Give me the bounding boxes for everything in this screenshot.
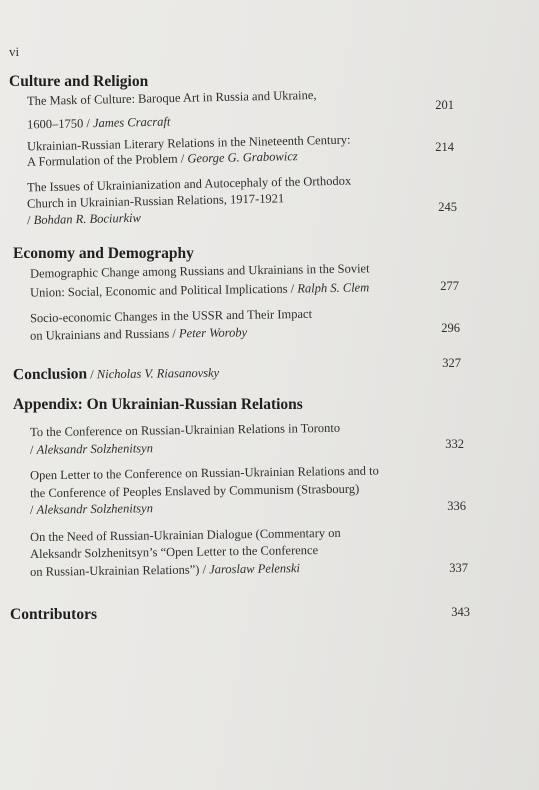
separator: /	[29, 442, 37, 457]
entry-title-line: Open Letter to the Conference on Russian-Ukrainian Relations and to	[29, 463, 379, 483]
entry-title-line-with-author	[30, 442, 153, 456]
entry-page-number: 336	[447, 499, 466, 513]
entry-page-number: 277	[440, 279, 459, 293]
entry-title-line: The Issues of Ukrainianization and Autocephaly of the Orthodox	[26, 173, 352, 195]
entry-title-line: Socio-economic Changes in the USSR and Their Impact	[29, 306, 313, 326]
separator: /	[26, 213, 34, 228]
entry-page-number: 214	[435, 140, 454, 154]
separator: /	[169, 326, 180, 341]
section-title-conclusion: Conclusion	[12, 365, 88, 384]
section-title-economy-demography: Economy and Demography	[13, 245, 194, 262]
entry-title-line: Church in Ukrainian-Russian Relations, 1917-1921	[26, 191, 285, 211]
entry-author: Bohdan R. Bociurkiw	[33, 210, 142, 228]
conclusion-line	[13, 364, 219, 385]
entry-title-line-with-author	[30, 562, 300, 578]
entry-page-number: 332	[445, 437, 464, 451]
entry-page-number: 327	[442, 356, 461, 370]
entry-title-text: on Ukrainians and Russians	[29, 326, 170, 343]
entry-author: James Cracraft	[92, 114, 171, 131]
entry-page-number: 296	[441, 321, 460, 335]
entry-title-text: Union: Social, Economic and Political Implications	[29, 281, 288, 300]
entry-page-number: 337	[449, 561, 468, 575]
separator: /	[287, 281, 298, 296]
entry-title-text: 1600–1750	[26, 116, 84, 132]
entry-page-number: 343	[451, 605, 470, 619]
entry-page-number: 245	[438, 200, 457, 214]
entry-author: George G. Grabowicz	[187, 149, 298, 166]
separator: /	[29, 502, 37, 517]
entry-page-number: 201	[435, 98, 454, 112]
entry-title-line: To the Conference on Russian-Ukrainian Relations in Toronto	[29, 420, 341, 440]
entry-title-line-with-author	[27, 150, 298, 168]
separator: /	[83, 116, 94, 131]
entry-title-line-with-author	[30, 326, 247, 342]
entry-title-line: On the Need of Russian-Ukrainian Dialogue (Commentary on	[29, 525, 341, 545]
entry-author: Peter Woroby	[178, 325, 248, 341]
entry-title-line: the Conference of Peoples Enslaved by Communism (Strasbourg)	[29, 481, 360, 501]
entry-title-line-with-author	[30, 502, 153, 516]
separator: /	[87, 367, 97, 382]
entry-author: Ralph S. Clem	[297, 280, 370, 296]
entry-title-line-with-author	[27, 115, 171, 131]
section-title-contributors: Contributors	[10, 606, 97, 623]
entry-author: Jaroslaw Pelenski	[209, 561, 301, 577]
entry-title-text: on Russian-Ukrainian Relations”)	[29, 562, 200, 579]
entry-author: Aleksandr Solzhenitsyn	[36, 441, 154, 457]
entry-title-line: Ukrainian-Russian Literary Relations in the Nineteenth Century:	[26, 132, 351, 154]
section-title-culture-religion: Culture and Religion	[9, 73, 149, 90]
entry-title-line: The Mask of Culture: Baroque Art in Russia and Ukraine,	[26, 87, 317, 109]
entry-title-line-with-author	[27, 212, 141, 227]
separator: /	[199, 562, 210, 577]
entry-title-line: Aleksandr Solzhenitsyn’s “Open Letter to the Conference	[29, 542, 319, 562]
entry-author: Aleksandr Solzhenitsyn	[36, 501, 154, 517]
entry-author: Nicholas V. Riasanovsky	[96, 365, 220, 382]
section-title-appendix: Appendix: On Ukrainian-Russian Relations	[13, 396, 303, 413]
page-number: vi	[9, 44, 20, 59]
entry-title-text: A Formulation of the Problem	[26, 151, 178, 169]
entry-title-line: Demographic Change among Russians and Ukrainians in the Soviet	[29, 261, 370, 281]
separator: /	[177, 151, 188, 166]
entry-title-line-with-author	[30, 281, 369, 299]
